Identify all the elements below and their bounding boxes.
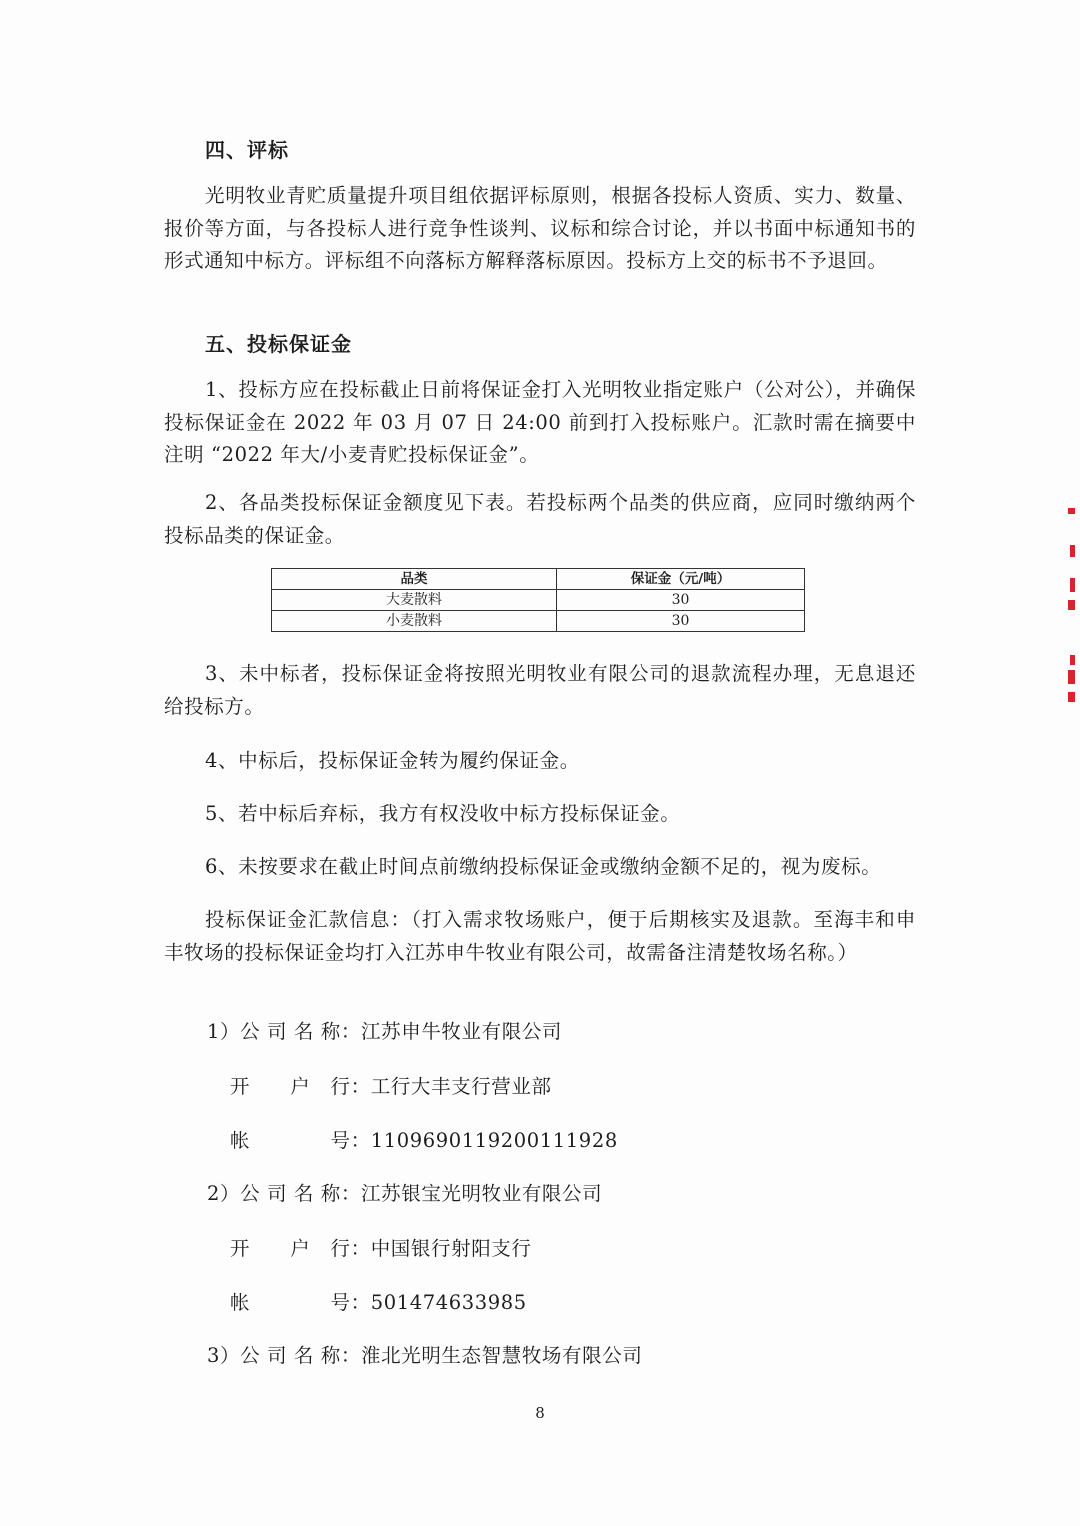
deposit-item-5: 5、若中标后弃标，我方有权没收中标方投标保证金。 <box>205 802 681 825</box>
table-header-row <box>272 569 805 590</box>
remittance-info: 投标保证金汇款信息：（打入需求牧场账户，便于后期核实及退款。至海丰和申丰牧场的投标保证金均打入江苏申牛牧业有限公司，故需备注清楚牧场名称。） <box>164 908 916 964</box>
bank-value: 中国银行射阳支行 <box>370 1237 532 1260</box>
company-name-label: 公 司 名 称： <box>240 1020 362 1043</box>
bank-value: 工行大丰支行营业部 <box>370 1075 552 1098</box>
stamp-fragment <box>1068 670 1075 684</box>
deposit-item-6: 6、未按要求在截止时间点前缴纳投标保证金或缴纳金额不足的，视为废标。 <box>205 855 882 878</box>
table-cell-category: 小麦散料 <box>272 611 557 632</box>
stamp-fragment <box>1068 600 1075 610</box>
table-cell-category: 大麦散料 <box>272 590 557 611</box>
section-heading-evaluation: 四、评标 <box>205 138 289 162</box>
company-name-label: 公 司 名 称： <box>240 1344 362 1367</box>
account-number-label: 帐 号： <box>230 1291 371 1314</box>
account-1-number-line <box>230 1125 618 1153</box>
company-name-value: 江苏银宝光明牧业有限公司 <box>361 1182 603 1205</box>
table-cell-deposit: 30 <box>557 611 805 632</box>
deposit-item-1: 1、投标方应在投标截止日前将保证金打入光明牧业指定账户（公对公），并确保投标保证金在 2022 年 03 月 07 日 24:00 前到打入投标账户。汇款时需在摘要中注明 “2022 年大/小麦青贮投标保证金”。 <box>164 378 916 466</box>
deposit-item-2: 2、各品类投标保证金额度见下表。若投标两个品类的供应商，应同时缴纳两个投标品类的保证金。 <box>164 491 916 547</box>
account-1-name-line <box>207 1016 562 1044</box>
evaluation-paragraph: 光明牧业青贮质量提升项目组依据评标原则，根据各投标人资质、实力、数量、报价等方面，与各投标人进行竞争性谈判、议标和综合讨论，并以书面中标通知书的形式通知中标方。评标组不向落标方解释落标原因。投标方上交的标书不予退回。 <box>164 184 916 272</box>
account-1-bank-line <box>230 1071 552 1099</box>
account-2-name-line <box>207 1178 602 1206</box>
account-2-number-line <box>230 1287 527 1315</box>
account-index: 1） <box>207 1020 241 1043</box>
company-name-value: 淮北光明生态智慧牧场有限公司 <box>361 1344 643 1367</box>
account-index: 3） <box>207 1344 241 1367</box>
table-cell-deposit: 30 <box>557 590 805 611</box>
account-3-name-line <box>207 1340 642 1368</box>
deposit-table <box>271 568 805 632</box>
account-number-value: 501474633985 <box>370 1291 527 1314</box>
company-name-value: 江苏申牛牧业有限公司 <box>361 1020 563 1043</box>
stamp-fragment <box>1068 692 1075 702</box>
stamp-fragment <box>1070 545 1075 557</box>
table-row <box>272 590 805 611</box>
stamp-fragment <box>1070 578 1075 592</box>
table-header-category: 品类 <box>272 569 557 590</box>
account-number-label: 帐 号： <box>230 1129 371 1152</box>
company-name-label: 公 司 名 称： <box>240 1182 362 1205</box>
stamp-fragment <box>1070 655 1075 665</box>
bank-label: 开 户 行： <box>230 1075 371 1098</box>
account-2-bank-line <box>230 1233 532 1261</box>
deposit-item-4: 4、中标后，投标保证金转为履约保证金。 <box>205 749 580 772</box>
table-header-deposit: 保证金（元/吨） <box>557 569 805 590</box>
deposit-item-3: 3、未中标者，投标保证金将按照光明牧业有限公司的退款流程办理，无息退还给投标方。 <box>164 662 916 718</box>
account-index: 2） <box>207 1182 241 1205</box>
stamp-fragment <box>1068 508 1075 514</box>
page-number: 8 <box>535 1404 545 1422</box>
section-heading-deposit: 五、投标保证金 <box>205 332 352 356</box>
table-row <box>272 611 805 632</box>
account-number-value: 1109690119200111928 <box>370 1129 618 1152</box>
bank-label: 开 户 行： <box>230 1237 371 1260</box>
